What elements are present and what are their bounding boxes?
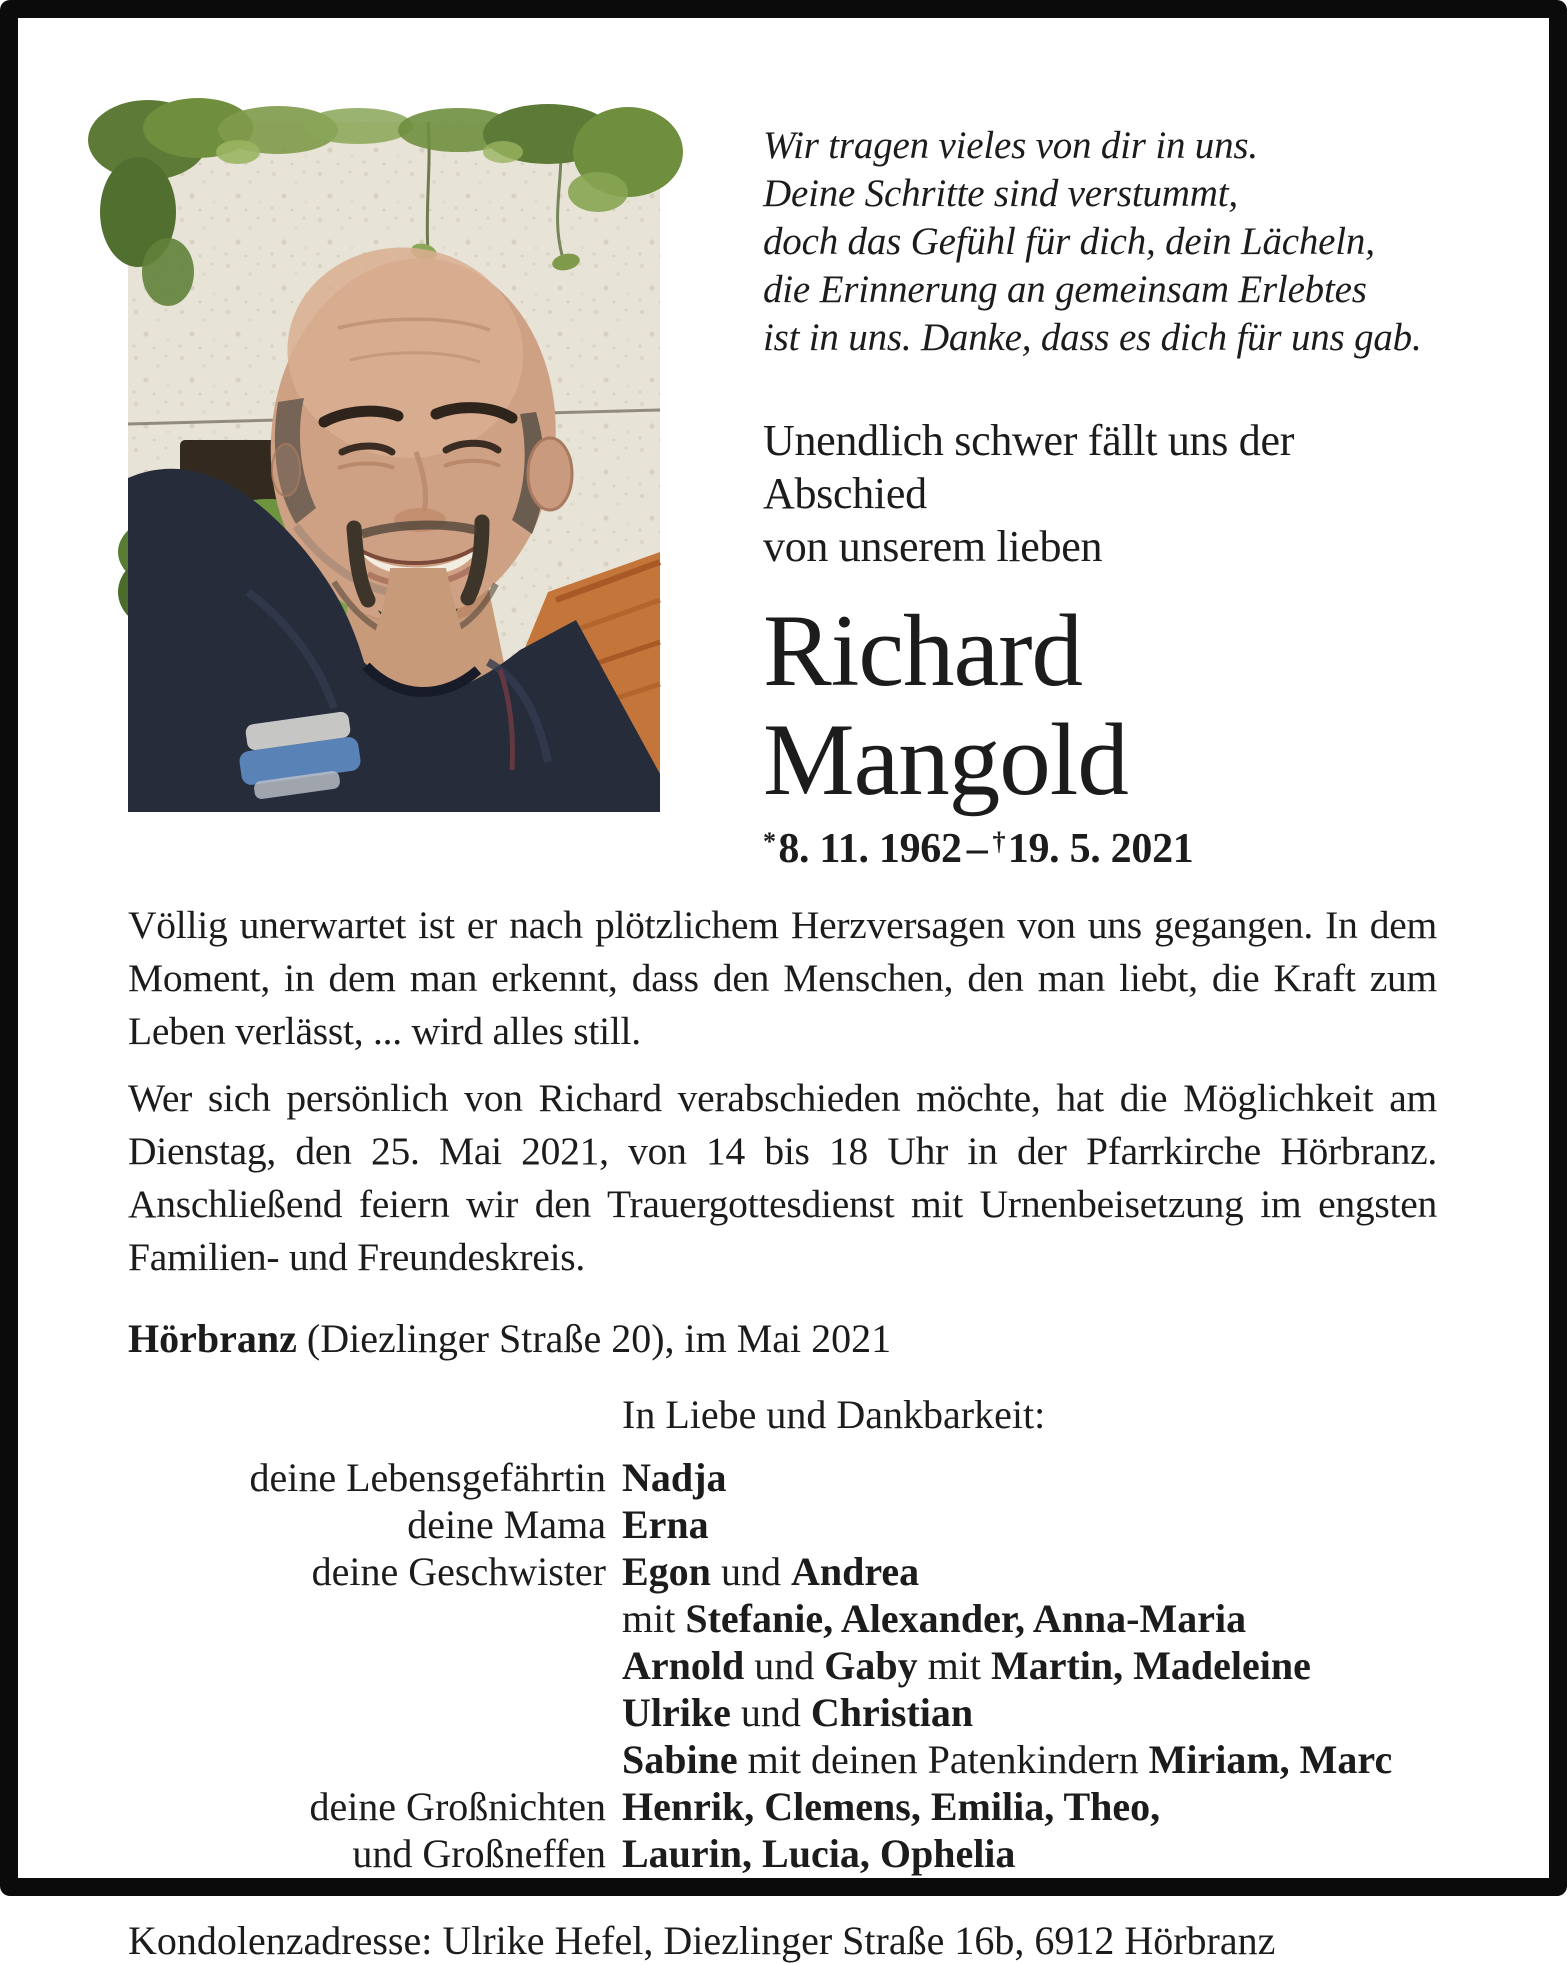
mourner-connector: mit deinen Patenkindern [737,1737,1149,1782]
date-separator: – [966,826,988,872]
mourner-names [622,1689,1437,1736]
mourner-name: Andrea [790,1549,920,1594]
mourner-row [128,1501,1437,1548]
death-date: 19. 5. 2021 [1007,826,1194,872]
death-symbol: † [992,827,1006,857]
mourner-relation-label: deine Geschwister [311,1549,606,1594]
mourner-row [128,1830,1437,1877]
closing-heading-spacer [128,1391,622,1438]
mourner-name: Gaby [824,1643,918,1688]
mourner-connector: und [710,1549,791,1594]
intro-line: von unserem lieben [763,522,1103,571]
mourner-row [128,1736,1437,1783]
mourner-connector: mit [917,1643,991,1688]
farewell-intro [763,414,1437,573]
mourner-names [622,1783,1437,1830]
birth-symbol: * [763,827,776,857]
mourner-name: Laurin, Lucia, Ophelia [622,1831,1016,1876]
mourner-name: Sabine [622,1737,738,1782]
birth-date: 8. 11. 1962 [778,826,962,872]
mourner-relation-label [128,1595,622,1642]
portrait-illustration [128,122,660,812]
place-rest: (Diezlinger Straße 20), im Mai 2021 [296,1316,892,1361]
header-text-column [660,122,1437,873]
mourner-relation-label [128,1642,622,1689]
intro-line: Unendlich schwer fällt uns der Abschied [763,416,1295,518]
mourners-section [128,1391,1437,1877]
mourner-names [622,1830,1437,1877]
mourner-name: Henrik, Clemens, Emilia, Theo, [622,1784,1161,1829]
deceased-name [763,594,1437,817]
memorial-poem [763,122,1437,362]
mourner-connector: mit [622,1596,686,1641]
mourner-connector: und [744,1643,825,1688]
closing-heading-row [128,1391,1437,1438]
mourner-relation-label [128,1736,622,1783]
mourner-name: Ulrike [622,1690,731,1735]
mourner-row [128,1454,1437,1501]
mourner-row [128,1689,1437,1736]
mourner-relation-label: und Großneffen [352,1831,606,1876]
mourner-relation-label: deine Mama [407,1502,606,1547]
mourner-name: Arnold [622,1643,745,1688]
mourner-name: Christian [810,1690,974,1735]
mourner-row [128,1548,1437,1595]
mourner-names [622,1642,1437,1689]
mourner-name: Erna [622,1502,709,1547]
closing-heading: In Liebe und Dankbarkeit: [622,1392,1046,1437]
poem-line: Wir tragen vieles von dir in uns. [763,124,1258,167]
mourner-names [622,1595,1437,1642]
mourner-rows [128,1454,1437,1877]
mourner-name: Miriam, Marc [1148,1737,1393,1782]
mourner-relation-label [128,1689,622,1736]
mourner-row [128,1783,1437,1830]
mourner-names [622,1501,1437,1548]
mourner-names [622,1454,1437,1501]
mourner-row [128,1595,1437,1642]
mourner-name: Nadja [622,1455,727,1500]
life-dates [763,825,1437,873]
mourner-name: Egon [622,1549,711,1594]
notice-content [18,18,1549,1965]
portrait-photo [128,122,660,812]
obituary-paragraph: Völlig unerwartet ist er nach plötzlichem Herzversagen von uns gegangen. In dem Moment, in dem man erkennt, dass den Menschen, den man liebt, die Kraft zum Leben verlässt, ... wird alles still. [128,903,1437,1053]
place-date-line [128,1314,1437,1363]
mourner-names [622,1548,1437,1595]
poem-line: Deine Schritte sind verstummt, [763,172,1238,215]
poem-line: ist in uns. Danke, dass es dich für uns gab. [763,316,1422,359]
mourner-relation-label: deine Großnichten [309,1784,606,1829]
poem-line: doch das Gefühl für dich, dein Lächeln, [763,220,1375,263]
deceased-first-name: Richard [763,594,1083,708]
mourner-connector: und [730,1690,811,1735]
top-section [128,122,1437,873]
deceased-last-name: Mangold [763,703,1128,817]
farewell-paragraph: Wer sich persönlich von Richard verabschieden möchte, hat die Möglichkeit am Dienstag, den 25. Mai 2021, von 14 bis 18 Uhr in der Pfarrkirche Hörbranz. Anschließend feiern wir den Trauergottesdienst mit Urnenbeisetzung im engsten Familien- und Freundeskreis. [128,1076,1437,1279]
condolence-address: Kondolenzadresse: Ulrike Hefel, Diezlinger Straße 16b, 6912 Hörbranz [128,1918,1276,1963]
mourner-name: Martin, Madeleine [990,1643,1311,1688]
place-name: Hörbranz [128,1316,297,1361]
poem-line: die Erinnerung an gemeinsam Erlebtes [763,268,1367,311]
mourner-names [622,1736,1437,1783]
mourner-relation-label: deine Lebensgefährtin [249,1455,606,1500]
mourner-name: Stefanie, Alexander, Anna-Maria [685,1596,1247,1641]
mourner-row [128,1642,1437,1689]
